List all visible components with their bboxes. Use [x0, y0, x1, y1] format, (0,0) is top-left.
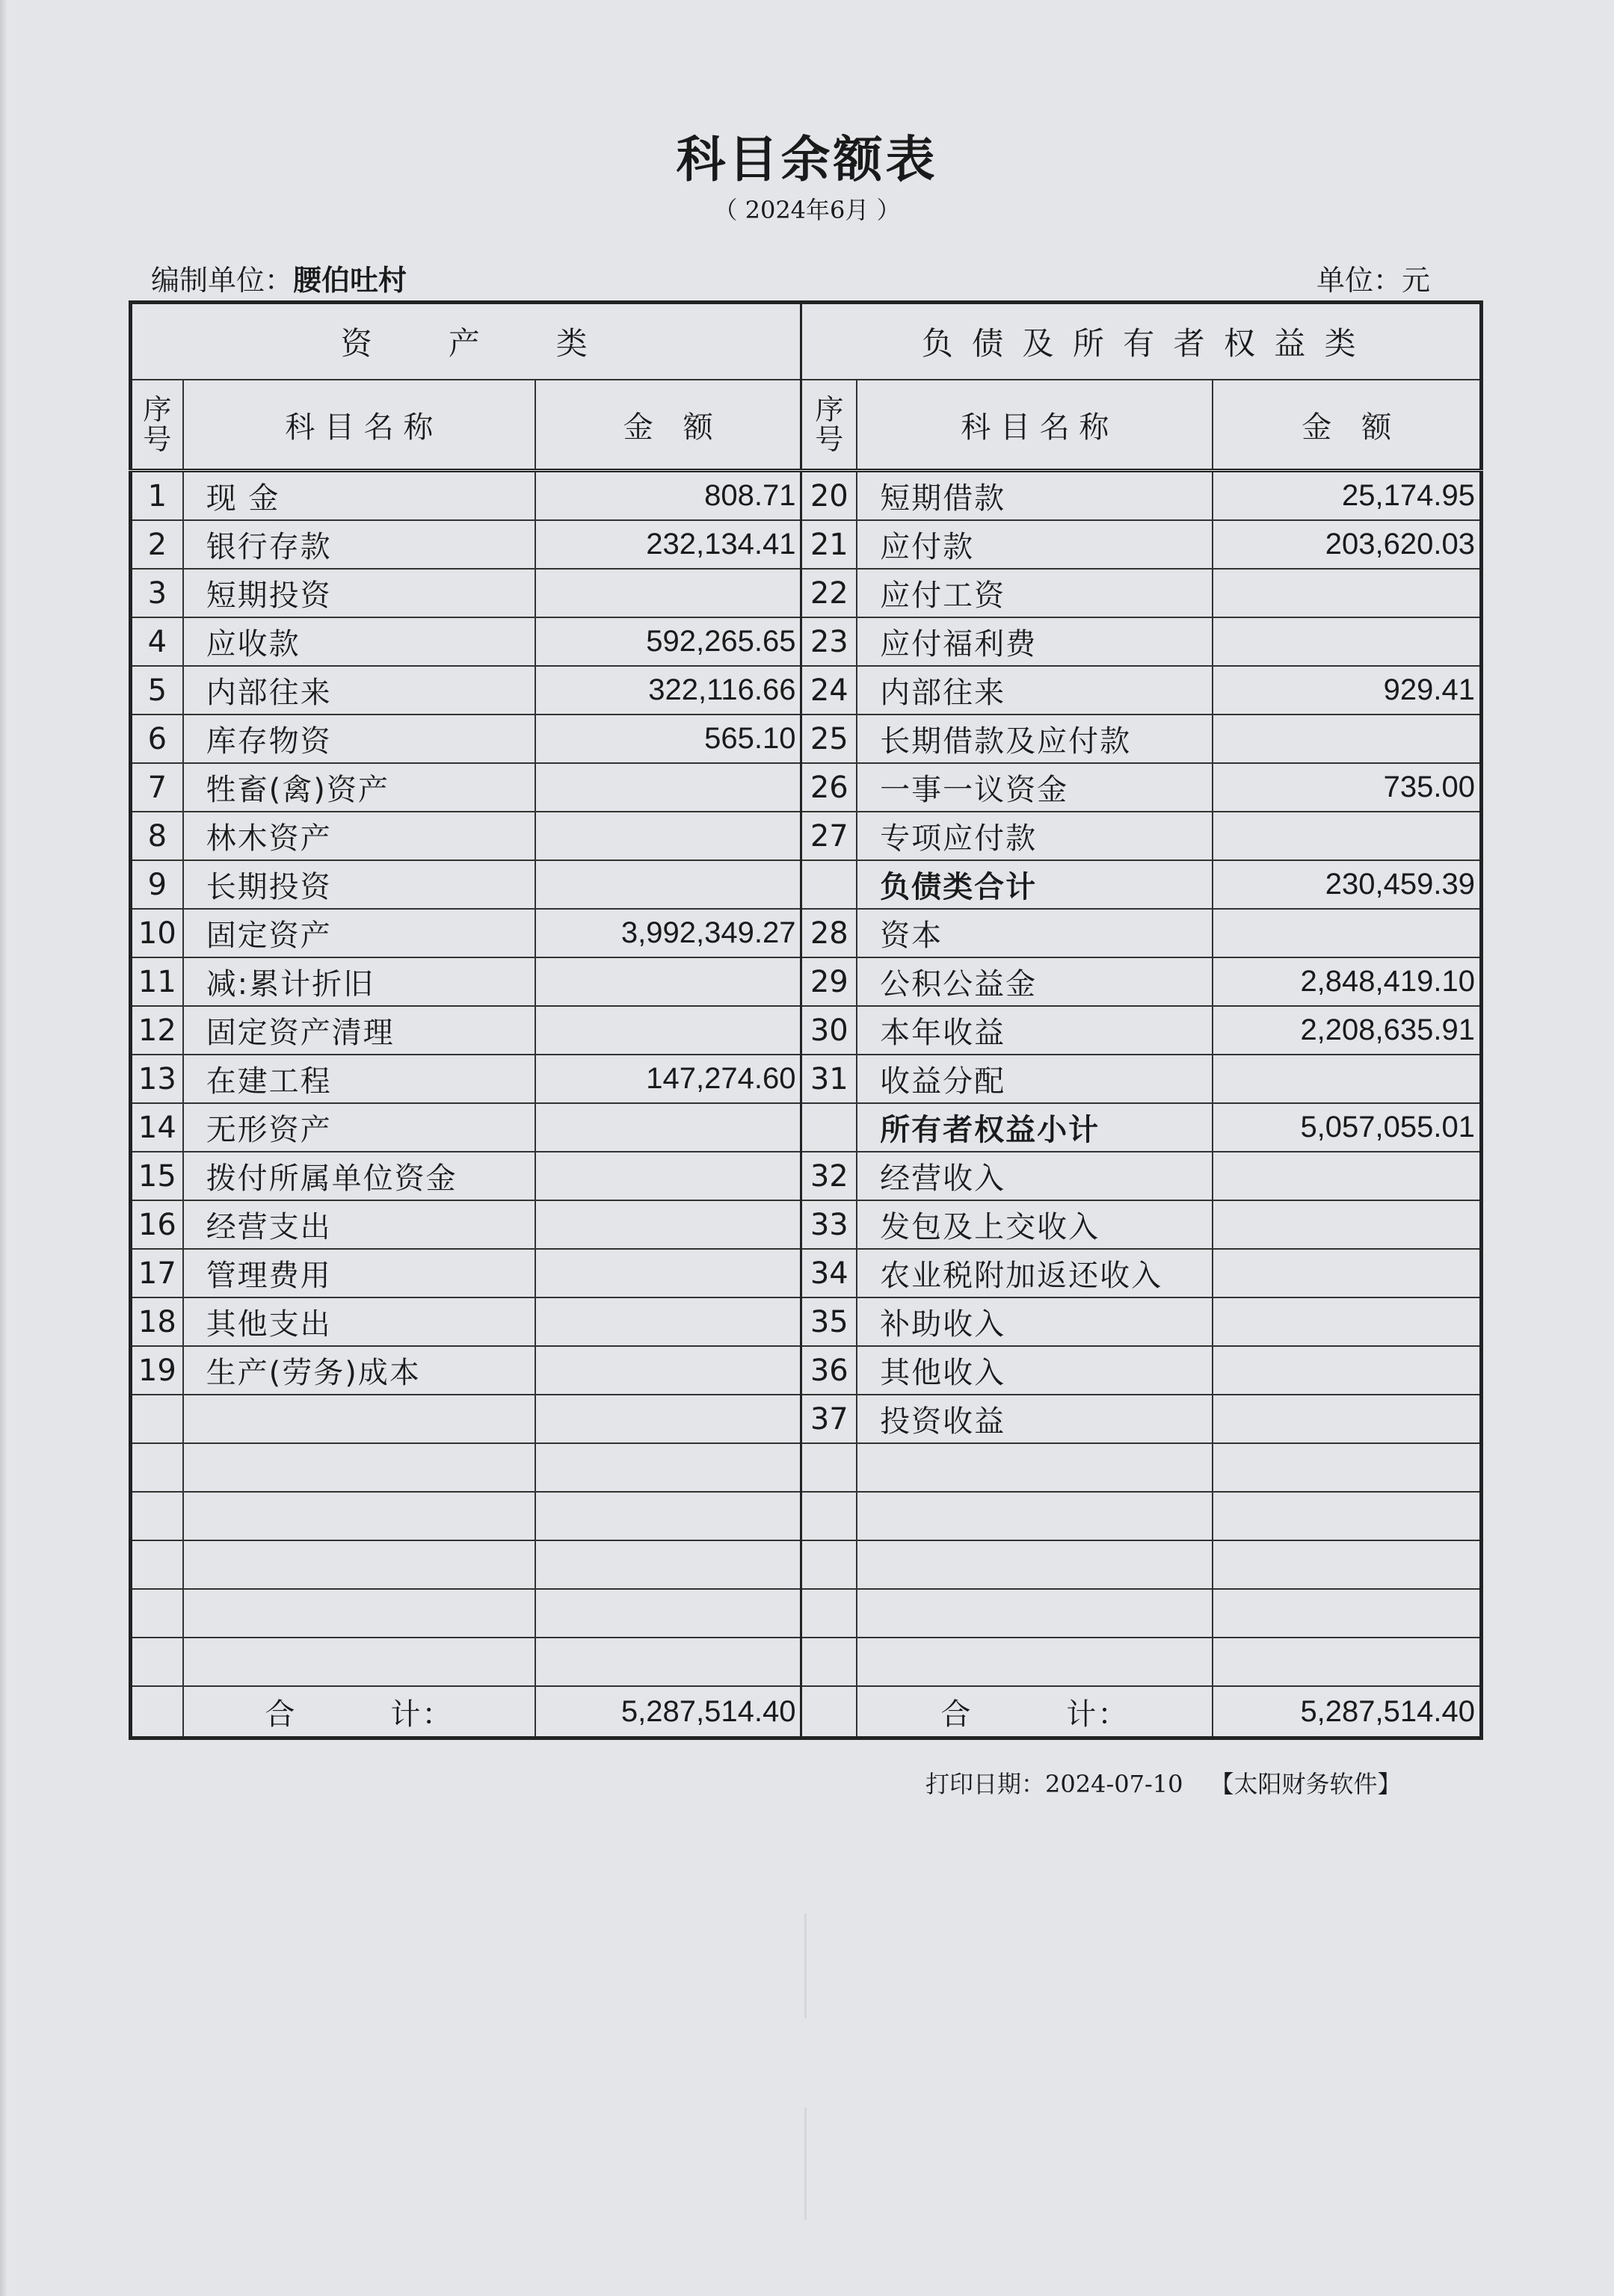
- liability-seq: 33: [801, 1200, 857, 1249]
- table-row: [131, 909, 1482, 957]
- page-edge-shadow: [0, 0, 7, 2296]
- currency-unit: 单位：元: [1316, 264, 1430, 297]
- asset-seq: 5: [131, 666, 183, 715]
- liability-amount: 230,459.39: [1213, 860, 1481, 909]
- asset-name: 库存物资: [183, 715, 535, 763]
- liability-amount: 929.41: [1213, 666, 1481, 715]
- asset-name: [183, 1589, 535, 1638]
- liability-name: 投资收益: [857, 1395, 1213, 1443]
- seq-header: 序 号: [131, 380, 183, 471]
- org-value: 腰伯吐村: [293, 264, 407, 297]
- asset-amount: [535, 569, 801, 617]
- asset-name: 应收款: [183, 617, 535, 666]
- asset-seq: 1: [131, 471, 183, 521]
- liability-seq: 25: [801, 715, 857, 763]
- asset-name: 其他支出: [183, 1297, 535, 1346]
- liability-seq: [801, 1540, 857, 1589]
- asset-amount: [535, 763, 801, 812]
- liability-seq: [801, 1443, 857, 1492]
- asset-amount: [535, 860, 801, 909]
- liability-amount: [1213, 1589, 1481, 1638]
- amount-header: 金 额: [1213, 380, 1481, 471]
- liability-seq: 23: [801, 617, 857, 666]
- liability-amount: [1213, 1395, 1481, 1443]
- asset-amount: [535, 1492, 801, 1540]
- liability-seq: 36: [801, 1346, 857, 1395]
- liability-name: [857, 1589, 1213, 1638]
- liability-seq: 35: [801, 1297, 857, 1346]
- asset-amount: [535, 1395, 801, 1443]
- asset-seq: 2: [131, 520, 183, 569]
- liability-amount: 203,620.03: [1213, 520, 1481, 569]
- liability-amount: 5,057,055.01: [1213, 1103, 1481, 1152]
- liability-name: 农业税附加返还收入: [857, 1249, 1213, 1297]
- liability-seq: 26: [801, 763, 857, 812]
- liability-name: [857, 1540, 1213, 1589]
- liability-amount: 2,208,635.91: [1213, 1006, 1481, 1055]
- asset-seq: 11: [131, 957, 183, 1006]
- liability-amount: [1213, 1055, 1481, 1103]
- asset-amount: 592,265.65: [535, 617, 801, 666]
- liability-seq: 27: [801, 812, 857, 860]
- liability-name: 专项应付款: [857, 812, 1213, 860]
- asset-seq: 12: [131, 1006, 183, 1055]
- asset-seq: [131, 1443, 183, 1492]
- liability-name: 所有者权益小计: [857, 1103, 1213, 1152]
- table-row: [131, 812, 1482, 860]
- name-header: 科 目 名 称: [857, 380, 1213, 471]
- asset-amount: 232,134.41: [535, 520, 801, 569]
- asset-amount: [535, 1443, 801, 1492]
- asset-amount: [535, 1346, 801, 1395]
- liability-name: 一事一议资金: [857, 763, 1213, 812]
- table-row: [131, 715, 1482, 763]
- table-row: [131, 1103, 1482, 1152]
- liability-amount: 735.00: [1213, 763, 1481, 812]
- seq-header: 序 号: [801, 380, 857, 471]
- balance-table: [129, 300, 1483, 1740]
- liability-seq: 32: [801, 1152, 857, 1200]
- asset-amount: 808.71: [535, 471, 801, 521]
- asset-seq: 6: [131, 715, 183, 763]
- print-date: 打印日期：2024-07-10: [925, 1770, 1183, 1798]
- asset-seq: 15: [131, 1152, 183, 1200]
- liability-amount: [1213, 569, 1481, 617]
- table-row: [131, 1395, 1482, 1443]
- liability-seq: 21: [801, 520, 857, 569]
- table-row: [131, 1443, 1482, 1492]
- header-row: [131, 380, 1482, 471]
- asset-amount: 322,116.66: [535, 666, 801, 715]
- total-blank-seq: [131, 1686, 183, 1738]
- liability-amount: [1213, 1346, 1481, 1395]
- asset-name: [183, 1638, 535, 1686]
- total-blank-seq: [801, 1686, 857, 1738]
- asset-seq: 16: [131, 1200, 183, 1249]
- table-row: [131, 1297, 1482, 1346]
- table-row: [131, 1200, 1482, 1249]
- total-label: 合 计：: [857, 1686, 1213, 1738]
- asset-amount: 565.10: [535, 715, 801, 763]
- liability-amount: [1213, 1540, 1481, 1589]
- asset-seq: 17: [131, 1249, 183, 1297]
- category-row: [131, 303, 1482, 380]
- liability-name: 本年收益: [857, 1006, 1213, 1055]
- asset-amount: [535, 1200, 801, 1249]
- asset-seq: 13: [131, 1055, 183, 1103]
- asset-seq: [131, 1395, 183, 1443]
- table-row: [131, 1006, 1482, 1055]
- liability-amount: [1213, 715, 1481, 763]
- asset-name: 银行存款: [183, 520, 535, 569]
- table-row: [131, 1346, 1482, 1395]
- asset-seq: [131, 1638, 183, 1686]
- fold-crease: [804, 2108, 807, 2220]
- liability-name: 其他收入: [857, 1346, 1213, 1395]
- liability-amount: [1213, 909, 1481, 957]
- asset-name: 在建工程: [183, 1055, 535, 1103]
- asset-amount: [535, 1249, 801, 1297]
- table-row: [131, 666, 1482, 715]
- liability-seq: [801, 1638, 857, 1686]
- liability-amount: [1213, 1492, 1481, 1540]
- asset-seq: 7: [131, 763, 183, 812]
- table-row: [131, 520, 1482, 569]
- asset-amount: 3,992,349.27: [535, 909, 801, 957]
- liability-seq: [801, 1589, 857, 1638]
- asset-name: [183, 1395, 535, 1443]
- asset-name: 现 金: [183, 471, 535, 521]
- asset-name: [183, 1540, 535, 1589]
- liability-amount: [1213, 1152, 1481, 1200]
- organization: [151, 257, 407, 298]
- table-row: [131, 860, 1482, 909]
- liability-name: 发包及上交收入: [857, 1200, 1213, 1249]
- table-row: [131, 1055, 1482, 1103]
- report-period: （ 2024年6月 ）: [713, 196, 901, 224]
- asset-name: 林木资产: [183, 812, 535, 860]
- liability-seq: 22: [801, 569, 857, 617]
- liability-name: 应付福利费: [857, 617, 1213, 666]
- fold-crease: [804, 1913, 807, 2018]
- total-label: 合 计：: [183, 1686, 535, 1738]
- org-label: 编制单位：: [151, 264, 294, 297]
- asset-seq: 14: [131, 1103, 183, 1152]
- asset-name: 拨付所属单位资金: [183, 1152, 535, 1200]
- table-row: [131, 617, 1482, 666]
- table-row: [131, 1589, 1482, 1638]
- liability-category: 负 债 及 所 有 者 权 益 类: [801, 303, 1482, 380]
- asset-name: 短期投资: [183, 569, 535, 617]
- liability-amount: [1213, 1443, 1481, 1492]
- liability-seq: 29: [801, 957, 857, 1006]
- asset-name: 牲畜(禽)资产: [183, 763, 535, 812]
- asset-amount: [535, 1540, 801, 1589]
- asset-name: 减:累计折旧: [183, 957, 535, 1006]
- asset-seq: 19: [131, 1346, 183, 1395]
- asset-name: 长期投资: [183, 860, 535, 909]
- asset-amount: [535, 1103, 801, 1152]
- total-row: [131, 1686, 1482, 1738]
- liability-name: 短期借款: [857, 471, 1213, 521]
- liability-name: 补助收入: [857, 1297, 1213, 1346]
- liability-amount: [1213, 1249, 1481, 1297]
- asset-amount: 147,274.60: [535, 1055, 801, 1103]
- liability-seq: 37: [801, 1395, 857, 1443]
- liability-seq: [801, 1492, 857, 1540]
- liability-total: 5,287,514.40: [1213, 1686, 1481, 1738]
- software-name: 【太阳财务软件】: [1210, 1770, 1402, 1798]
- asset-name: 无形资产: [183, 1103, 535, 1152]
- asset-name: 生产(劳务)成本: [183, 1346, 535, 1395]
- liability-name: 长期借款及应付款: [857, 715, 1213, 763]
- table-row: [131, 471, 1482, 521]
- liability-name: 公积公益金: [857, 957, 1213, 1006]
- asset-name: [183, 1492, 535, 1540]
- liability-amount: 2,848,419.10: [1213, 957, 1481, 1006]
- asset-name: 固定资产清理: [183, 1006, 535, 1055]
- table-row: [131, 1152, 1482, 1200]
- asset-amount: [535, 1638, 801, 1686]
- asset-seq: 9: [131, 860, 183, 909]
- amount-header: 金 额: [535, 380, 801, 471]
- asset-seq: [131, 1492, 183, 1540]
- liability-name: [857, 1638, 1213, 1686]
- name-header: 科 目 名 称: [183, 380, 535, 471]
- asset-amount: [535, 812, 801, 860]
- table-row: [131, 1638, 1482, 1686]
- liability-amount: [1213, 812, 1481, 860]
- asset-category: 资 产 类: [131, 303, 801, 380]
- asset-seq: 3: [131, 569, 183, 617]
- asset-amount: [535, 957, 801, 1006]
- asset-name: 内部往来: [183, 666, 535, 715]
- liability-seq: 34: [801, 1249, 857, 1297]
- asset-name: [183, 1443, 535, 1492]
- table-row: [131, 1492, 1482, 1540]
- asset-amount: [535, 1152, 801, 1200]
- liability-name: 经营收入: [857, 1152, 1213, 1200]
- liability-amount: [1213, 1638, 1481, 1686]
- liability-name: [857, 1443, 1213, 1492]
- table-row: [131, 763, 1482, 812]
- table-row: [131, 1540, 1482, 1589]
- asset-seq: 4: [131, 617, 183, 666]
- liability-seq: 30: [801, 1006, 857, 1055]
- asset-name: 管理费用: [183, 1249, 535, 1297]
- liability-seq: 24: [801, 666, 857, 715]
- print-footer: [925, 1765, 1402, 1800]
- asset-name: 经营支出: [183, 1200, 535, 1249]
- liability-name: 收益分配: [857, 1055, 1213, 1103]
- liability-name: [857, 1492, 1213, 1540]
- liability-seq: [801, 860, 857, 909]
- asset-amount: [535, 1006, 801, 1055]
- table-row: [131, 1249, 1482, 1297]
- liability-seq: [801, 1103, 857, 1152]
- asset-seq: [131, 1589, 183, 1638]
- asset-amount: [535, 1297, 801, 1346]
- liability-amount: 25,174.95: [1213, 471, 1481, 521]
- liability-seq: 20: [801, 471, 857, 521]
- liability-amount: [1213, 1297, 1481, 1346]
- report-title: 科目余额表: [676, 131, 938, 188]
- asset-total: 5,287,514.40: [535, 1686, 801, 1738]
- asset-seq: 8: [131, 812, 183, 860]
- liability-seq: 31: [801, 1055, 857, 1103]
- liability-amount: [1213, 617, 1481, 666]
- asset-amount: [535, 1589, 801, 1638]
- asset-name: 固定资产: [183, 909, 535, 957]
- asset-seq: 18: [131, 1297, 183, 1346]
- liability-name: 资本: [857, 909, 1213, 957]
- asset-seq: 10: [131, 909, 183, 957]
- liability-name: 负债类合计: [857, 860, 1213, 909]
- liability-seq: 28: [801, 909, 857, 957]
- liability-name: 应付工资: [857, 569, 1213, 617]
- table-row: [131, 569, 1482, 617]
- liability-name: 应付款: [857, 520, 1213, 569]
- table-row: [131, 957, 1482, 1006]
- liability-amount: [1213, 1200, 1481, 1249]
- asset-seq: [131, 1540, 183, 1589]
- liability-name: 内部往来: [857, 666, 1213, 715]
